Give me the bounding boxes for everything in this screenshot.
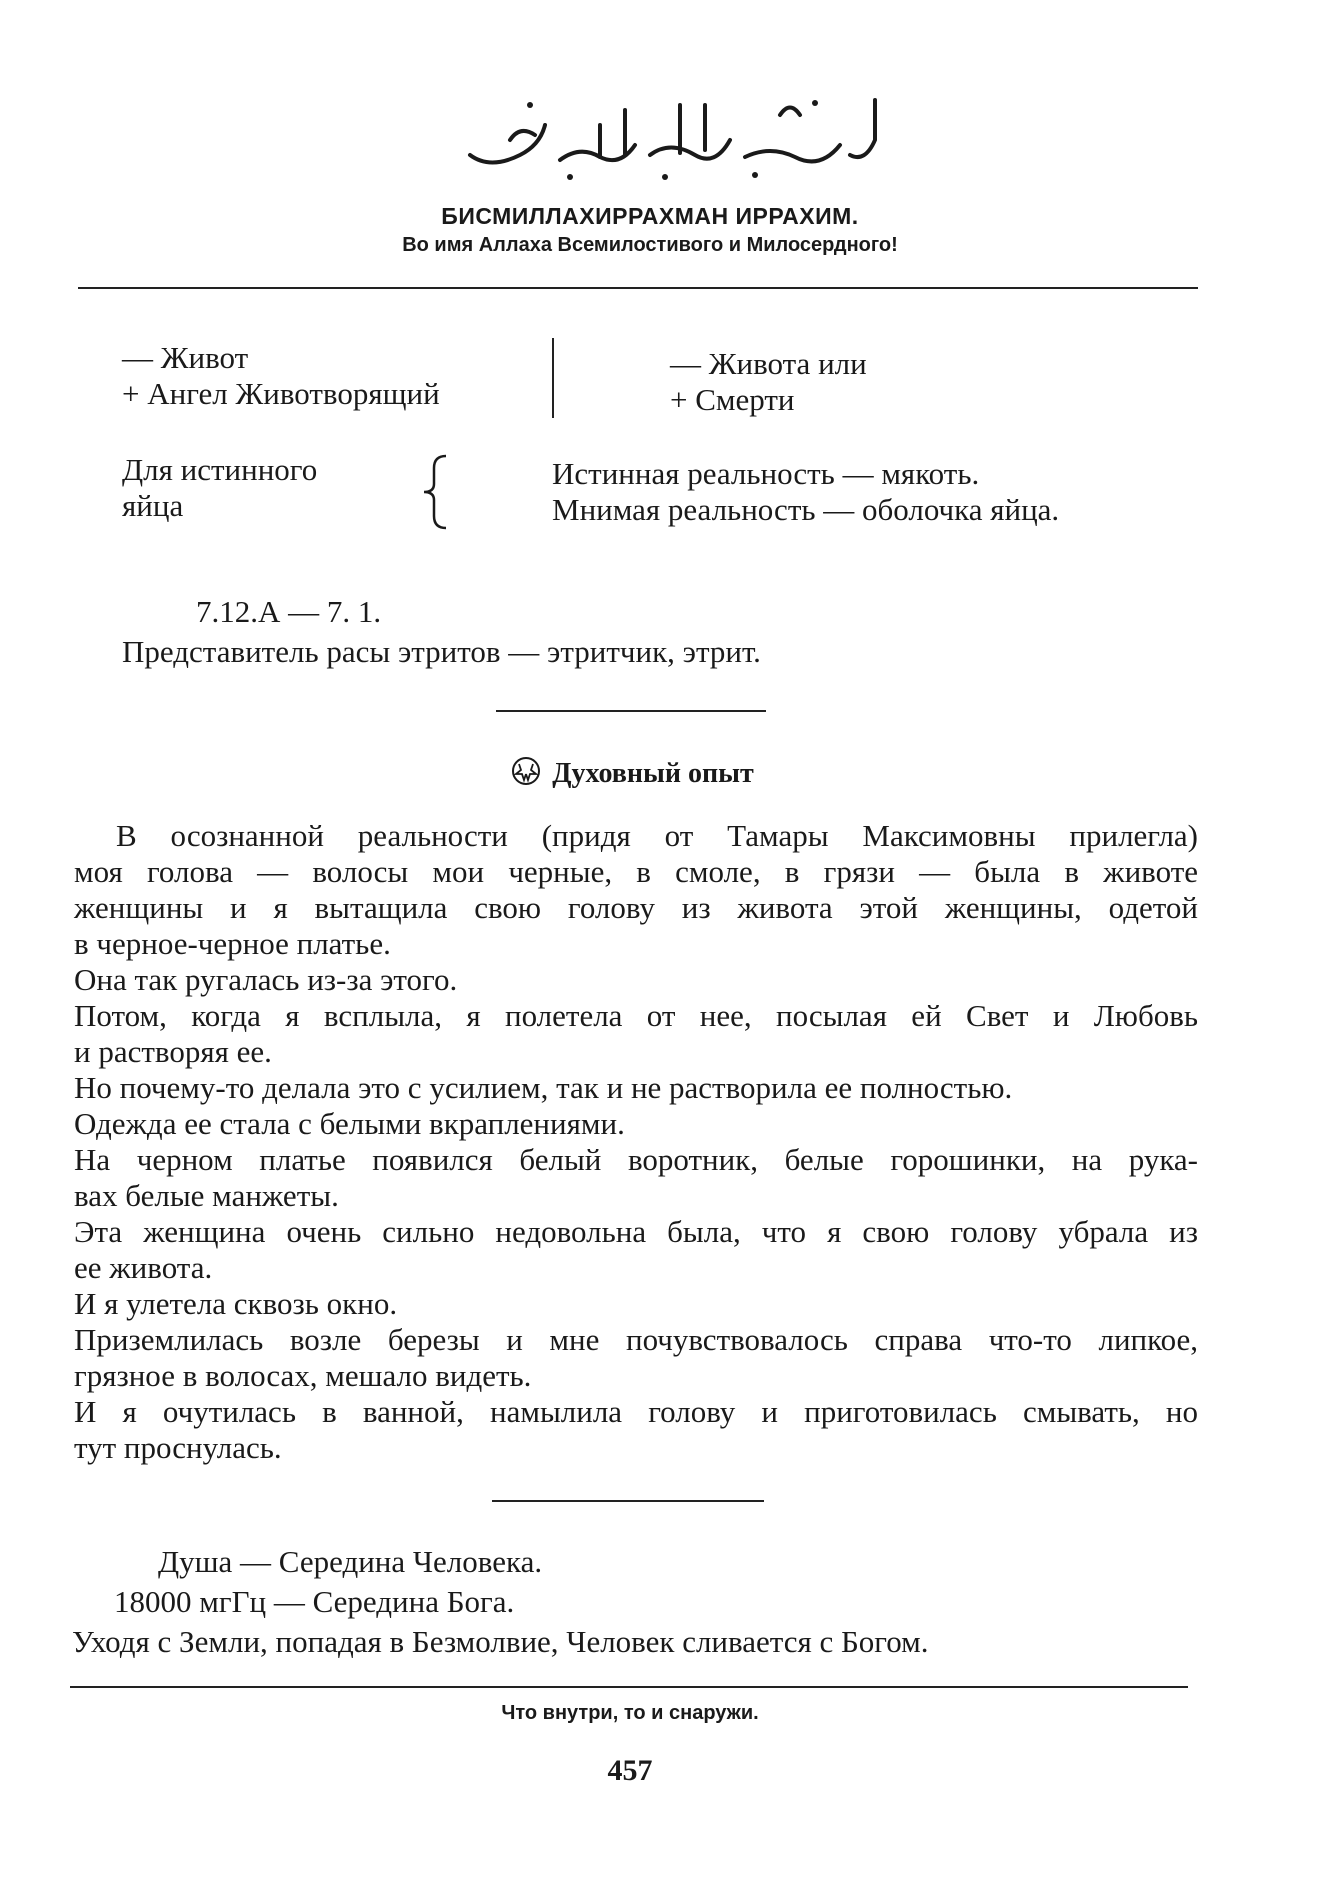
paragraph-line: вах белые манжеты. bbox=[74, 1178, 339, 1213]
header-divider bbox=[78, 287, 1198, 289]
paragraph-line: и растворяя ее. bbox=[74, 1034, 272, 1069]
paragraph-2 bbox=[74, 962, 1198, 998]
paragraph-line: тут проснулась. bbox=[74, 1430, 282, 1465]
egg-line-1: Истинная реальность — мякоть. bbox=[552, 456, 980, 491]
section-divider-1 bbox=[496, 710, 766, 712]
paragraph-line: На черном платье появился белый воротник, белые горошинки, на рука- bbox=[74, 1142, 1198, 1177]
left-column-line-1: — Живот bbox=[122, 340, 249, 375]
footer-divider bbox=[70, 1686, 1188, 1688]
paragraph-9 bbox=[74, 1322, 1198, 1394]
paragraph-line: Приземлилась возле березы и мне почувствовалось справа что-то липкое, bbox=[74, 1322, 1198, 1357]
header-subtitle: Во имя Аллаха Всемилостивого и Милосердного! bbox=[402, 234, 898, 256]
paragraph-line: Но почему-то делала это с усилием, так и не растворила ее полностью. bbox=[74, 1070, 1013, 1105]
left-column bbox=[122, 340, 440, 412]
paragraph-line: грязное в волосах, мешало видеть. bbox=[74, 1358, 532, 1393]
egg-lines bbox=[552, 456, 1059, 528]
paragraph-line: Одежда ее стала с белыми вкраплениями. bbox=[74, 1106, 625, 1141]
right-column-line-2: + Смерти bbox=[670, 382, 795, 417]
bismillah-calligraphy-icon bbox=[450, 85, 890, 185]
double-star-icon bbox=[506, 756, 546, 786]
paragraph-5 bbox=[74, 1106, 1198, 1142]
page-number: 457 bbox=[607, 1754, 653, 1787]
right-column-line-1: — Живота или bbox=[670, 346, 867, 381]
section-heading-text: Духовный опыт bbox=[552, 758, 754, 789]
egg-label-line-2: яйца bbox=[122, 488, 184, 523]
paragraph-line: Она так ругалась из-за этого. bbox=[74, 962, 458, 997]
paragraph-line: Потом, когда я всплыла, я полетела от нее, посылая ей Свет и Любовь bbox=[74, 998, 1198, 1033]
reference-text: Представитель расы этритов — этритчик, этрит. bbox=[122, 634, 761, 669]
closing-line-1: Душа — Середина Человека. bbox=[158, 1544, 543, 1579]
section-heading bbox=[0, 756, 1260, 790]
paragraph-1 bbox=[74, 818, 1198, 962]
paragraph-6 bbox=[74, 1142, 1198, 1214]
paragraph-4 bbox=[74, 1070, 1198, 1106]
column-divider bbox=[552, 338, 554, 418]
header-title: БИСМИЛЛАХИРРАХМАН ИРРАХИМ. bbox=[441, 203, 859, 229]
paragraph-7 bbox=[74, 1214, 1198, 1286]
paragraph-8 bbox=[74, 1286, 1198, 1322]
reference-code: 7.12.А — 7. 1. bbox=[196, 594, 382, 629]
paragraph-10 bbox=[74, 1394, 1198, 1466]
closing-line-2: 18000 мгГц — Середина Бога. bbox=[114, 1584, 515, 1619]
paragraph-line: ее живота. bbox=[74, 1250, 213, 1285]
section-divider-2 bbox=[492, 1500, 764, 1502]
paragraph-3 bbox=[74, 998, 1198, 1070]
paragraph-line: И я улетела сквозь окно. bbox=[74, 1286, 398, 1321]
right-column bbox=[670, 346, 867, 418]
paragraph-line: Эта женщина очень сильно недовольна была, что я свою голову убрала из bbox=[74, 1214, 1198, 1249]
paragraph-line: И я очутилась в ванной, намылила голову и приготовилась смывать, но bbox=[74, 1394, 1198, 1429]
egg-label bbox=[122, 452, 317, 524]
paragraph-line: женщины и я вытащила свою голову из живота этой женщины, одетой bbox=[74, 890, 1198, 925]
paragraph-line: моя голова — волосы мои черные, в смоле, в грязи — была в животе bbox=[74, 854, 1198, 889]
egg-label-line-1: Для истинного bbox=[122, 452, 318, 487]
curly-brace-icon bbox=[418, 452, 454, 532]
egg-line-2: Мнимая реальность — оболочка яйца. bbox=[552, 492, 1060, 527]
paragraph-line: В осознанной реальности (придя от Тамары Максимовны прилегла) bbox=[116, 818, 1198, 853]
section-body bbox=[74, 818, 1198, 1466]
paragraph-line: в черное-черное платье. bbox=[74, 926, 391, 961]
footer-motto: Что внутри, то и снаружи. bbox=[501, 1702, 759, 1724]
closing-line-3: Уходя с Земли, попадая в Безмолвие, Человек сливается с Богом. bbox=[72, 1624, 929, 1659]
left-column-line-2: + Ангел Животворящий bbox=[122, 376, 440, 411]
